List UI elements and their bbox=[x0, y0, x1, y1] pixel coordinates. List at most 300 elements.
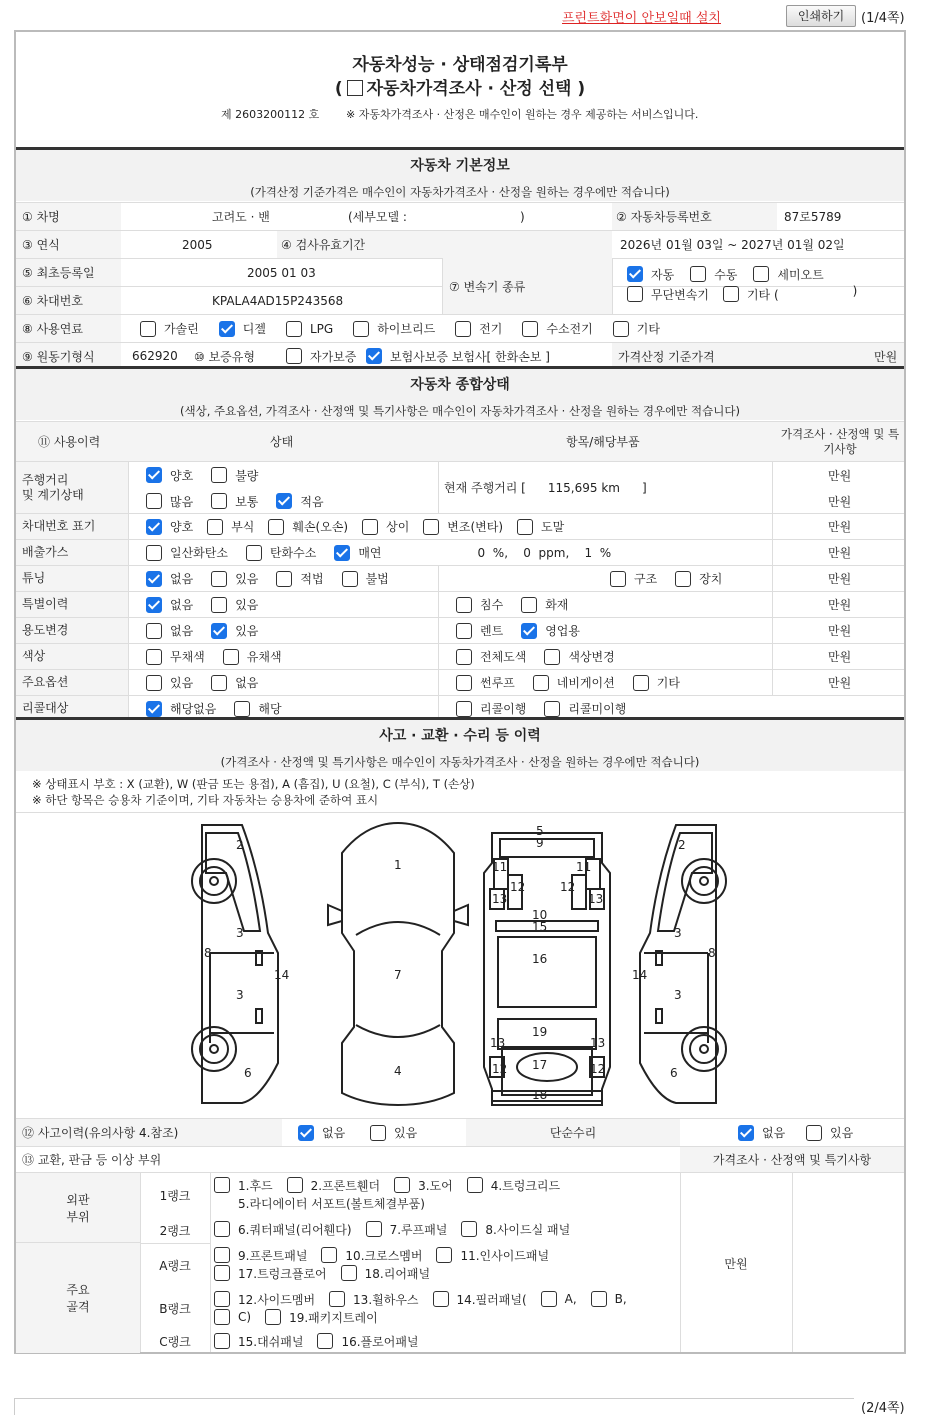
warranty-self-checkbox[interactable] bbox=[286, 348, 302, 364]
status-1-5-checkbox[interactable] bbox=[517, 519, 533, 535]
title-block bbox=[16, 32, 904, 147]
status-1-2-label: 훼손(오손) bbox=[292, 520, 349, 534]
status-7-b2-checkbox[interactable] bbox=[633, 675, 649, 691]
status-row-label: 배출가스 bbox=[16, 540, 128, 565]
reg-no-value: 87로5789 bbox=[784, 210, 842, 224]
fuel-2-label: LPG bbox=[309, 321, 334, 336]
emission-values: 0 %, 0 ppm, 1 % bbox=[477, 545, 612, 560]
status-1-4-label: 변조(변타) bbox=[447, 520, 504, 534]
status-8-b0-label: 리콜이행 bbox=[480, 702, 527, 716]
mileage-amt-1-checkbox[interactable] bbox=[211, 493, 227, 509]
legend-note: ※ 하단 항목은 승용차 기준이며, 기타 자동차는 승용차에 준하여 표시 bbox=[32, 793, 379, 807]
status-3-0-option bbox=[146, 570, 193, 587]
fuel-2-checkbox[interactable] bbox=[286, 321, 302, 337]
simple-repair-label: 단순수리 bbox=[466, 1119, 680, 1146]
page-indicator-2: (2/4쪽) bbox=[861, 1401, 905, 1415]
mileage-cond-0-checkbox[interactable] bbox=[146, 467, 162, 483]
diagram-part-number: 11 bbox=[492, 860, 508, 874]
trans-1-label: 수동 bbox=[714, 267, 738, 282]
diagram-part-number: 13 bbox=[490, 1036, 506, 1050]
mileage-amt-2-checkbox[interactable] bbox=[276, 493, 292, 509]
part-checkbox[interactable] bbox=[214, 1333, 230, 1349]
mileage-amt-1-option bbox=[211, 493, 258, 510]
status-row bbox=[16, 617, 904, 643]
parts-line bbox=[214, 1307, 392, 1327]
diagram-part-number: 9 bbox=[536, 836, 544, 850]
trans-2-label: 세미오트 bbox=[777, 267, 824, 282]
part-option bbox=[214, 1333, 303, 1350]
parts-line bbox=[214, 1263, 444, 1283]
status-1-2-option bbox=[268, 518, 348, 535]
part-checkbox[interactable] bbox=[214, 1265, 230, 1281]
diagram-part-number: 13 bbox=[588, 892, 604, 906]
trans-3-checkbox[interactable] bbox=[627, 286, 643, 302]
parts-price-note: 가격조사 · 산정액 및 특기사항 bbox=[680, 1147, 904, 1172]
parts-label: ⑬ 교환, 판금 등 이상 부위 bbox=[22, 1153, 162, 1167]
status-7-b1-checkbox[interactable] bbox=[533, 675, 549, 691]
fuel-3-checkbox[interactable] bbox=[353, 321, 369, 337]
status-7-b1-option bbox=[533, 674, 615, 691]
status-unit: 만원 bbox=[828, 520, 852, 534]
mileage-amt-2-option bbox=[276, 493, 323, 510]
diagram-part-number: 12 bbox=[510, 880, 526, 894]
status-row bbox=[16, 669, 904, 695]
mileage-close: ] bbox=[641, 480, 647, 495]
part-label: 18.리어패널 bbox=[364, 1266, 431, 1281]
status-7-0-option bbox=[146, 674, 193, 691]
status-5-1-checkbox[interactable] bbox=[211, 623, 227, 639]
part-label: A, bbox=[564, 1292, 577, 1306]
status-8-0-label: 해당없음 bbox=[170, 702, 217, 716]
status-3-0-checkbox[interactable] bbox=[146, 571, 162, 587]
parts-line bbox=[214, 1289, 641, 1309]
part-checkbox[interactable] bbox=[591, 1291, 607, 1307]
status-1-1-checkbox[interactable] bbox=[207, 519, 223, 535]
part-option bbox=[541, 1291, 577, 1307]
trans-0-label: 자동 bbox=[651, 267, 675, 282]
part-checkbox[interactable] bbox=[214, 1291, 230, 1307]
fuel-3-label: 하이브리드 bbox=[377, 322, 436, 336]
status-4-b0-label: 침수 bbox=[480, 598, 504, 612]
simple-none-checkbox[interactable] bbox=[738, 1125, 754, 1141]
status-1-4-checkbox[interactable] bbox=[423, 519, 439, 535]
status-7-0-checkbox[interactable] bbox=[146, 675, 162, 691]
status-row bbox=[16, 643, 904, 669]
part-label: C) bbox=[238, 1310, 252, 1324]
warranty-insurance-label: 보험사보증 보험사[ 한화손보 ] bbox=[390, 349, 550, 364]
status-6-0-option bbox=[146, 648, 205, 665]
trans-0-option bbox=[627, 264, 674, 284]
status-3-1-checkbox[interactable] bbox=[211, 571, 227, 587]
fuel-2-option bbox=[286, 321, 333, 337]
status-3-3-option bbox=[342, 570, 389, 587]
status-4-1-checkbox[interactable] bbox=[211, 597, 227, 613]
part-option bbox=[238, 1195, 425, 1212]
part-label: 4.트렁크리드 bbox=[490, 1178, 561, 1193]
base-price-label: 가격산정 기준가격 bbox=[612, 343, 904, 369]
part-checkbox[interactable] bbox=[467, 1177, 483, 1193]
part-label: 19.패키지트레이 bbox=[289, 1310, 378, 1325]
status-2-0-label: 일산화탄소 bbox=[170, 546, 228, 560]
status-8-b0-checkbox[interactable] bbox=[456, 701, 472, 717]
status-4-b1-checkbox[interactable] bbox=[521, 597, 537, 613]
accident-yes-label: 있음 bbox=[394, 1126, 418, 1140]
status-unit: 만원 bbox=[828, 598, 852, 612]
row-accident-history bbox=[16, 1118, 904, 1146]
diagram-part-number: 1 bbox=[394, 858, 402, 872]
status-unit: 만원 bbox=[828, 624, 852, 638]
warranty-insurance-checkbox[interactable] bbox=[366, 348, 382, 364]
trans-4-option bbox=[723, 284, 779, 304]
status-6-0-checkbox[interactable] bbox=[146, 649, 162, 665]
page-indicator: (1/4쪽) bbox=[861, 11, 905, 26]
main-frame-label: 주요 골격 bbox=[16, 1243, 140, 1353]
part-label: 12.사이드멤버 bbox=[238, 1292, 316, 1307]
status-6-b1-option bbox=[544, 648, 614, 665]
fuel-6-option bbox=[613, 320, 660, 337]
inspection-value: 2026년 01월 03일 ~ 2027년 01월 02일 bbox=[620, 238, 845, 252]
status-6-1-checkbox[interactable] bbox=[223, 649, 239, 665]
part-option bbox=[329, 1291, 418, 1308]
status-5-b0-option bbox=[456, 622, 503, 639]
diagram-part-number: 13 bbox=[492, 892, 508, 906]
part-label: 11.인사이드패널 bbox=[460, 1248, 550, 1263]
part-checkbox[interactable] bbox=[433, 1291, 449, 1307]
status-4-b0-option bbox=[456, 596, 503, 613]
part-checkbox[interactable] bbox=[461, 1221, 477, 1237]
part-option bbox=[214, 1247, 307, 1264]
trans-1-option bbox=[690, 264, 737, 284]
status-1-2-checkbox[interactable] bbox=[268, 519, 284, 535]
status-6-b0-option bbox=[456, 648, 526, 665]
part-label: 14.필러패널( bbox=[456, 1292, 527, 1307]
part-label: 13.휠하우스 bbox=[353, 1292, 419, 1307]
status-4-0-label: 없음 bbox=[170, 598, 194, 612]
status-3-0-label: 없음 bbox=[170, 572, 194, 586]
fuel-5-option bbox=[522, 320, 592, 337]
status-6-b0-checkbox[interactable] bbox=[456, 649, 472, 665]
fuel-5-checkbox[interactable] bbox=[522, 321, 538, 337]
status-1-5-label: 도말 bbox=[541, 520, 565, 534]
parts-line bbox=[214, 1175, 574, 1195]
fuel-4-checkbox[interactable] bbox=[455, 321, 471, 337]
status-7-b2-option bbox=[633, 674, 680, 691]
status-3-b1-option bbox=[675, 570, 722, 587]
status-3-1-option bbox=[211, 570, 258, 587]
status-2-2-checkbox[interactable] bbox=[334, 545, 350, 561]
part-option bbox=[214, 1291, 315, 1308]
diagram-part-number: 3 bbox=[236, 926, 244, 940]
status-7-1-option bbox=[211, 674, 258, 691]
detail-model-label: (세부모델 : bbox=[348, 210, 407, 224]
print-button[interactable]: 인쇄하기 bbox=[786, 5, 856, 27]
status-5-b1-option bbox=[521, 622, 580, 639]
status-3-3-label: 불법 bbox=[365, 572, 389, 586]
simple-yes-label: 있음 bbox=[830, 1126, 854, 1140]
status-8-b0-option bbox=[456, 700, 526, 717]
trans-close: ) bbox=[852, 284, 858, 298]
status-6-b1-checkbox[interactable] bbox=[544, 649, 560, 665]
status-1-0-option bbox=[146, 518, 193, 535]
accident-history-label: ⑫ 사고이력(유의사항 4.참조) bbox=[16, 1119, 282, 1146]
diagram-part-number: 7 bbox=[394, 968, 402, 982]
next-page-strip bbox=[14, 1398, 854, 1415]
fuel-1-label: 디젤 bbox=[242, 322, 266, 336]
trans-2-checkbox[interactable] bbox=[753, 266, 769, 282]
status-3-b1-checkbox[interactable] bbox=[675, 571, 691, 587]
trans-3-label: 무단변속기 bbox=[651, 287, 709, 302]
status-3-b0-label: 구조 bbox=[634, 572, 658, 586]
mileage-amt-0-checkbox[interactable] bbox=[146, 493, 162, 509]
part-option bbox=[287, 1177, 380, 1194]
status-7-b0-label: 썬루프 bbox=[480, 676, 515, 690]
mileage-cond-0-option bbox=[146, 467, 193, 484]
status-unit: 만원 bbox=[828, 546, 852, 560]
accident-header: 사고 · 교환 · 수리 등 이력 (가격조사 · 산정액 및 특기사항은 매수인이 자동차가격조사 · 산정을 원하는 경우에만 적습니다) bbox=[16, 717, 904, 771]
diagram-part-number: 15 bbox=[532, 920, 548, 934]
part-label: 7.루프패널 bbox=[389, 1222, 448, 1237]
mileage-amt-0-option bbox=[146, 493, 193, 510]
fuel-5-label: 수소전기 bbox=[546, 322, 593, 336]
status-5-1-option bbox=[211, 622, 258, 639]
col-items: 항목/해당부품 bbox=[566, 435, 640, 449]
status-row bbox=[16, 513, 904, 539]
base-price-unit: 만원 bbox=[874, 349, 898, 364]
diagram-part-number: 13 bbox=[590, 1036, 606, 1050]
status-8-1-label: 해당 bbox=[258, 702, 282, 716]
fuel-0-option bbox=[140, 320, 199, 337]
status-row-label: 차대번호 표기 bbox=[16, 514, 128, 539]
simple-yes-checkbox[interactable] bbox=[806, 1125, 822, 1141]
service-note: ※ 자동차가격조사 · 산정은 매수인이 원하는 경우 제공하는 서비스입니다. bbox=[346, 108, 699, 121]
status-2-0-option bbox=[146, 544, 228, 561]
first-reg-value: 2005 01 03 bbox=[247, 265, 316, 280]
status-8-b1-checkbox[interactable] bbox=[544, 701, 560, 717]
basic-info-header: 자동차 기본정보 (가격산정 기준가격은 매수인이 자동차가격조사 · 산정을 원하는 경우에만 적습니다) bbox=[16, 147, 904, 201]
status-1-1-label: 부식 bbox=[231, 520, 255, 534]
trans-1-checkbox[interactable] bbox=[690, 266, 706, 282]
status-8-1-checkbox[interactable] bbox=[234, 701, 250, 717]
fuel-1-checkbox[interactable] bbox=[219, 321, 235, 337]
status-row-label: 튜닝 bbox=[16, 566, 128, 591]
parts-price-unit: 만원 bbox=[724, 1256, 748, 1271]
mileage-amt-1-label: 보통 bbox=[235, 494, 259, 509]
status-2-1-option bbox=[246, 544, 316, 561]
status-column-header bbox=[16, 421, 904, 461]
status-unit: 만원 bbox=[828, 676, 852, 690]
part-option bbox=[214, 1309, 251, 1325]
status-row-label: 특별이력 bbox=[16, 592, 128, 617]
fuel-4-label: 전기 bbox=[479, 322, 503, 336]
status-5-b1-checkbox[interactable] bbox=[521, 623, 537, 639]
detail-model-close: ) bbox=[520, 209, 525, 224]
car-diagram-svg bbox=[16, 813, 904, 1119]
fuel-6-checkbox[interactable] bbox=[613, 321, 629, 337]
part-label: 15.대쉬패널 bbox=[238, 1334, 304, 1349]
part-checkbox[interactable] bbox=[287, 1177, 303, 1193]
engine-value: 662920 bbox=[132, 349, 178, 363]
status-4-b0-checkbox[interactable] bbox=[456, 597, 472, 613]
status-7-1-label: 없음 bbox=[235, 676, 259, 690]
status-7-b0-checkbox[interactable] bbox=[456, 675, 472, 691]
part-option bbox=[591, 1291, 627, 1307]
part-checkbox[interactable] bbox=[214, 1309, 230, 1325]
trans-4-label: 기타 ( bbox=[746, 287, 779, 302]
reg-no-label: ② 자동차등록번호 bbox=[612, 203, 777, 230]
status-row bbox=[16, 565, 904, 591]
part-checkbox[interactable] bbox=[329, 1291, 345, 1307]
page-subtitle: ( 자동차가격조사 · 산정 선택 ) bbox=[334, 79, 586, 99]
fuel-0-checkbox[interactable] bbox=[140, 321, 156, 337]
outer-panel-label: 외판 부위 bbox=[16, 1173, 140, 1243]
diagram-part-number: 12 bbox=[590, 1062, 606, 1076]
trans-4-checkbox[interactable] bbox=[723, 286, 739, 302]
status-5-0-option bbox=[146, 622, 193, 639]
inspection-label: ④ 검사유효기간 bbox=[277, 231, 612, 258]
status-1-3-label: 상이 bbox=[386, 520, 410, 534]
part-checkbox[interactable] bbox=[436, 1247, 452, 1263]
part-label: 1.후드 bbox=[238, 1178, 273, 1193]
mileage-cond-0-label: 양호 bbox=[170, 468, 194, 483]
part-checkbox[interactable] bbox=[265, 1309, 281, 1325]
vin-value: KPALA4AD15P243568 bbox=[212, 293, 344, 308]
part-checkbox[interactable] bbox=[321, 1247, 337, 1263]
status-5-b0-label: 렌트 bbox=[480, 624, 504, 638]
rank2-label: 2랭크 bbox=[159, 1223, 191, 1238]
status-1-0-checkbox[interactable] bbox=[146, 519, 162, 535]
simple-none-label: 없음 bbox=[762, 1126, 786, 1140]
status-7-0-label: 있음 bbox=[170, 676, 194, 690]
status-row bbox=[16, 539, 904, 565]
status-2-1-label: 탄화수소 bbox=[269, 546, 317, 560]
diagram-part-number: 8 bbox=[204, 946, 212, 960]
row-parts-header bbox=[16, 1146, 904, 1172]
status-5-b1-label: 영업용 bbox=[545, 624, 580, 638]
car-name-label: ① 차명 bbox=[16, 203, 121, 230]
status-7-b1-label: 네비게이션 bbox=[556, 676, 615, 690]
status-4-b1-option bbox=[521, 596, 568, 613]
status-8-b1-option bbox=[544, 700, 626, 717]
status-8-b1-label: 리콜미이행 bbox=[568, 702, 627, 716]
rankC-label: C랭크 bbox=[159, 1334, 191, 1349]
mileage-cond-1-label: 불량 bbox=[235, 468, 259, 483]
col-state: 상태 bbox=[270, 435, 294, 449]
engine-label: ⑨ 원동기형식 bbox=[16, 343, 121, 369]
trans-options bbox=[612, 258, 904, 314]
status-4-1-option bbox=[211, 596, 258, 613]
status-6-0-label: 무채색 bbox=[170, 650, 205, 664]
part-label: 17.트렁크플로어 bbox=[238, 1266, 327, 1281]
status-3-2-checkbox[interactable] bbox=[276, 571, 292, 587]
part-label: 5.라디에이터 서포트(볼트체결부품) bbox=[238, 1196, 425, 1211]
fuel-0-label: 가솔린 bbox=[164, 322, 199, 336]
part-option bbox=[394, 1177, 453, 1194]
part-checkbox[interactable] bbox=[366, 1221, 382, 1237]
diagram-part-number: 16 bbox=[532, 952, 548, 966]
status-4-1-label: 있음 bbox=[235, 598, 259, 612]
trans-label: ⑦ 변속기 종류 bbox=[442, 258, 612, 314]
diagram-part-number: 10 bbox=[532, 908, 548, 922]
diagram-part-number: 2 bbox=[236, 838, 244, 852]
parts-line bbox=[214, 1193, 439, 1213]
status-3-b1-label: 장치 bbox=[699, 572, 723, 586]
rankA-label: A랭크 bbox=[140, 1243, 210, 1287]
diagram-part-number: 12 bbox=[560, 880, 576, 894]
print-install-link[interactable]: 프린트화면이 안보일때 설치 bbox=[562, 11, 721, 26]
parts-line bbox=[214, 1245, 563, 1265]
status-5-b0-checkbox[interactable] bbox=[456, 623, 472, 639]
parts-table bbox=[16, 1172, 904, 1352]
fuel-label: ⑧ 사용연료 bbox=[16, 315, 121, 342]
part-checkbox[interactable] bbox=[317, 1333, 333, 1349]
part-option bbox=[433, 1291, 527, 1308]
accident-none-checkbox[interactable] bbox=[298, 1125, 314, 1141]
part-option bbox=[366, 1221, 448, 1238]
status-unit: 만원 bbox=[828, 494, 852, 509]
mileage-cond-1-checkbox[interactable] bbox=[211, 467, 227, 483]
part-label: 3.도어 bbox=[418, 1178, 453, 1193]
parts-line bbox=[214, 1219, 584, 1239]
status-row-label: 색상 bbox=[16, 644, 128, 669]
diagram-part-number: 18 bbox=[532, 1088, 548, 1102]
status-5-0-checkbox[interactable] bbox=[146, 623, 162, 639]
price-select-checkbox[interactable] bbox=[347, 80, 363, 96]
col-price: 가격조사 · 산정액 및 특기사항 bbox=[780, 426, 900, 456]
status-1-3-checkbox[interactable] bbox=[362, 519, 378, 535]
part-checkbox[interactable] bbox=[214, 1177, 230, 1193]
accident-none-label: 없음 bbox=[322, 1126, 346, 1140]
status-4-b1-label: 화재 bbox=[545, 598, 569, 612]
status-1-0-label: 양호 bbox=[170, 520, 194, 534]
part-checkbox[interactable] bbox=[214, 1221, 230, 1237]
part-checkbox[interactable] bbox=[541, 1291, 557, 1307]
diagram-part-number: 17 bbox=[532, 1058, 548, 1072]
warranty-label: ⑩ 보증유형 bbox=[194, 349, 255, 364]
diagram-part-number: 2 bbox=[678, 838, 686, 852]
diagram-part-number: 5 bbox=[536, 824, 544, 838]
mileage-text: 현재 주행거리 [ bbox=[444, 481, 526, 495]
status-5-1-label: 있음 bbox=[235, 624, 259, 638]
status-3-1-label: 있음 bbox=[235, 572, 259, 586]
status-3-b0-checkbox[interactable] bbox=[610, 571, 626, 587]
status-2-0-checkbox[interactable] bbox=[146, 545, 162, 561]
rankB-label: B랭크 bbox=[159, 1301, 191, 1316]
row-car-name bbox=[16, 202, 904, 230]
status-7-b2-label: 기타 bbox=[656, 676, 680, 690]
status-6-b1-label: 색상변경 bbox=[568, 650, 615, 664]
diagram-part-number: 11 bbox=[576, 860, 592, 874]
fuel-6-label: 기타 bbox=[636, 322, 660, 336]
part-checkbox[interactable] bbox=[394, 1177, 410, 1193]
trans-0-checkbox[interactable] bbox=[627, 266, 643, 282]
accident-yes-checkbox[interactable] bbox=[370, 1125, 386, 1141]
status-row-label: 리콜대상 bbox=[16, 696, 128, 721]
part-option bbox=[214, 1221, 352, 1238]
status-8-0-checkbox[interactable] bbox=[146, 701, 162, 717]
status-4-0-checkbox[interactable] bbox=[146, 597, 162, 613]
status-7-1-checkbox[interactable] bbox=[211, 675, 227, 691]
status-5-0-label: 없음 bbox=[170, 624, 194, 638]
status-3-3-checkbox[interactable] bbox=[342, 571, 358, 587]
status-unit: 만원 bbox=[828, 650, 852, 664]
trans-3-option bbox=[627, 284, 709, 304]
status-8-1-option bbox=[234, 700, 281, 717]
part-option bbox=[317, 1333, 418, 1350]
part-checkbox[interactable] bbox=[341, 1265, 357, 1281]
fuel-3-option bbox=[353, 320, 435, 337]
status-2-1-checkbox[interactable] bbox=[246, 545, 262, 561]
part-checkbox[interactable] bbox=[214, 1247, 230, 1263]
